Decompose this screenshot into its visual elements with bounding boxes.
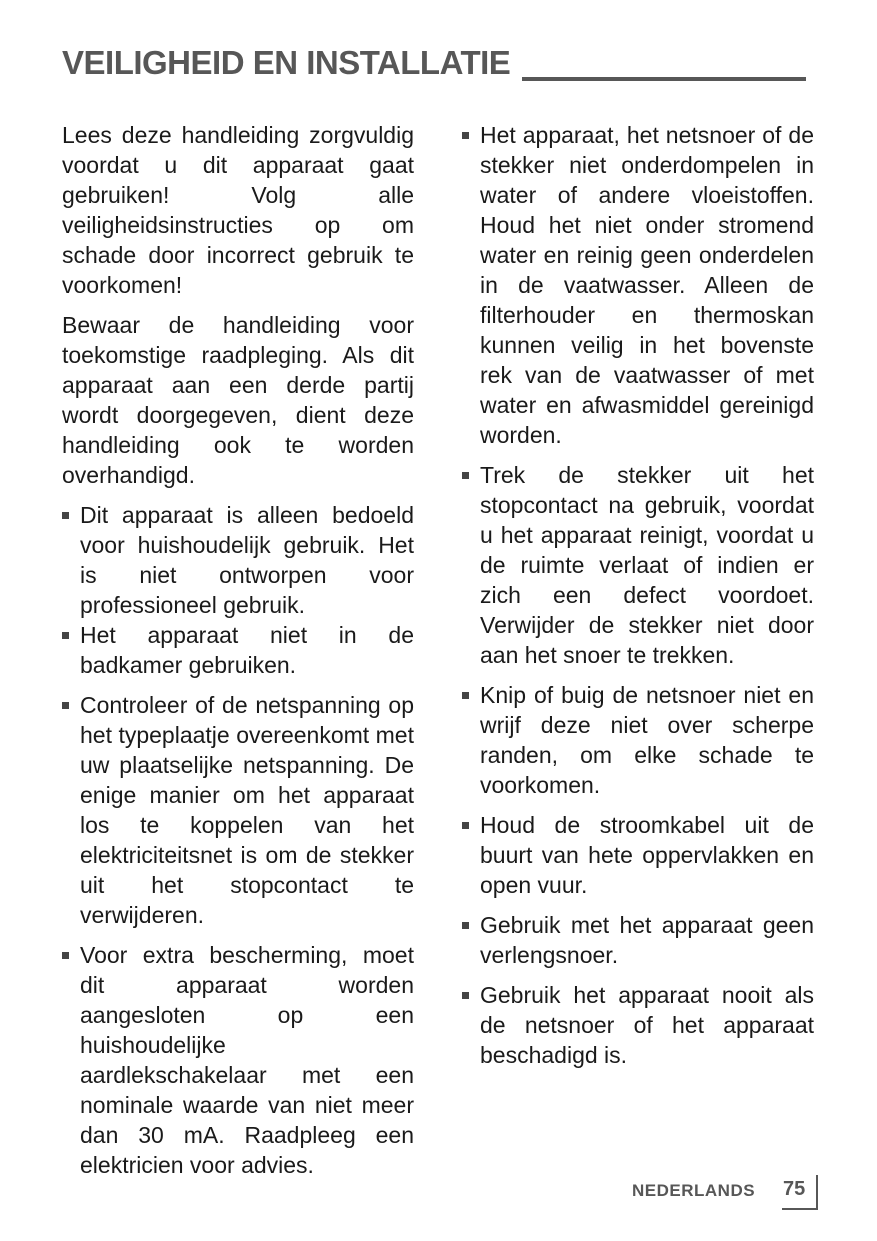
list-item <box>462 980 814 1070</box>
list-item <box>62 620 414 680</box>
bullet-icon <box>62 512 69 519</box>
list-item <box>62 690 414 930</box>
bullet-icon <box>462 472 469 479</box>
title-rule <box>522 77 806 81</box>
list-item-text: Voor extra bescherming, moet dit apparaat worden aangesloten op een huishoudelijke aardlekschakelaar met een nominale waarde van niet meer dan 30 mA. Raadpleeg een elektricien voor advies. <box>80 942 414 1178</box>
bullet-icon <box>462 922 469 929</box>
list-item-text: Gebruik met het apparaat geen verlengsnoer. <box>480 912 814 968</box>
list-item-text: Gebruik het apparaat nooit als de netsnoer of het apparaat beschadigd is. <box>480 982 814 1068</box>
bullet-icon <box>462 692 469 699</box>
bullet-icon <box>462 822 469 829</box>
list-item-text: Houd de stroomkabel uit de buurt van hete oppervlakken en open vuur. <box>480 812 814 898</box>
footer-language: NEDERLANDS <box>632 1181 756 1200</box>
bullet-icon <box>62 632 69 639</box>
list-item <box>62 940 414 1180</box>
list-item-text: Trek de stekker uit het stopcontact na gebruik, voordat u het apparaat reinigt, voordat u de ruimte verlaat of indien er zich een defect voordoet. Verwijder de stekker niet door aan het snoer te trekken. <box>480 462 814 668</box>
bullet-icon <box>62 952 69 959</box>
list-item-text: Het apparaat, het netsnoer of de stekker niet onderdompelen in water of andere vloeistoffen. Houd het niet onder stromend water en reinig geen onderdelen in de vaatwasser. Alleen de filterhouder en thermoskan kunnen veilig in het bovenste rek van de vaatwasser of met water en afwasmiddel gereinigd worden. <box>480 122 814 448</box>
intro-paragraph: Lees deze handleiding zorgvuldig voordat u dit apparaat gaat gebruiken! Volg alle veiligheidsinstructies op om schade door incorrect gebruik te voorkomen! <box>62 122 414 298</box>
page-number: 75 <box>783 1178 806 1200</box>
page-title: VEILIGHEID EN INSTALLATIE <box>62 44 511 81</box>
list-item-text: Controleer of de netspanning op het typeplaatje overeenkomt met uw plaatselijke netspanning. De enige manier om het apparaat los te koppelen van het elektriciteitsnet is om de stekker uit het stopcontact te verwijderen. <box>80 692 414 928</box>
list-item <box>462 810 814 900</box>
bullet-icon <box>462 992 469 999</box>
list-item <box>462 910 814 970</box>
list-item-text: Het apparaat niet in de badkamer gebruiken. <box>80 622 414 678</box>
bullet-icon <box>462 132 469 139</box>
left-column <box>62 120 414 1190</box>
bullet-icon <box>62 702 69 709</box>
list-item <box>62 500 414 620</box>
intro-paragraph: Bewaar de handleiding voor toekomstige raadpleging. Als dit apparaat aan een derde partij wordt doorgegeven, dient deze handleiding ook te worden overhandigd. <box>62 312 414 488</box>
list-item-text: Dit apparaat is alleen bedoeld voor huishoudelijk gebruik. Het is niet ontworpen voor professioneel gebruik. <box>80 502 414 618</box>
list-item-text: Knip of buig de netsnoer niet en wrijf deze niet over scherpe randen, om elke schade te voorkomen. <box>480 682 814 798</box>
list-item <box>462 460 814 670</box>
list-item <box>462 120 814 450</box>
list-item <box>462 680 814 800</box>
right-column <box>462 120 814 1080</box>
